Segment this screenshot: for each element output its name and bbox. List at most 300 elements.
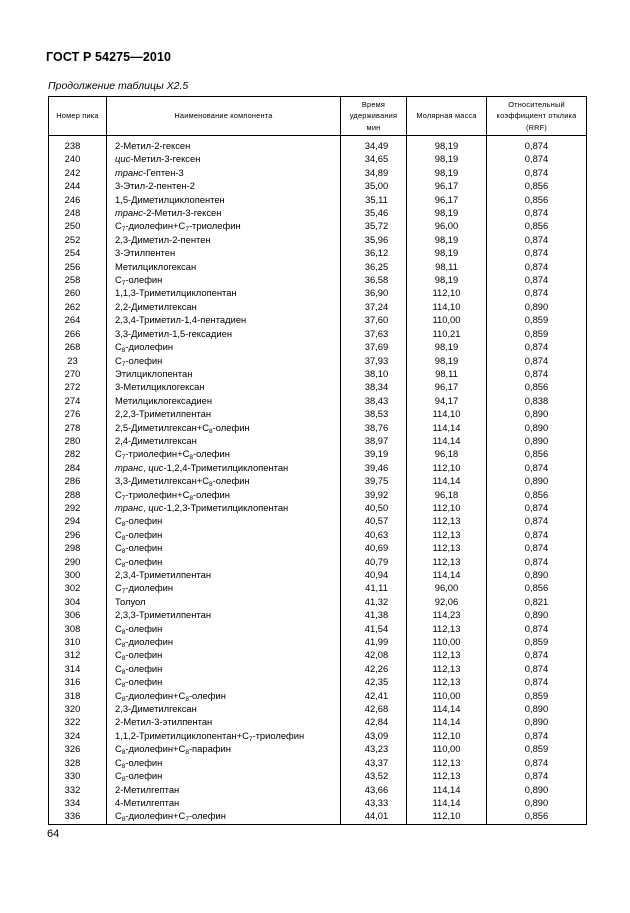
rrf-cell: 0,874 <box>487 501 587 514</box>
molar-mass-cell: 98,19 <box>407 136 487 153</box>
peak-number-cell: 250 <box>49 219 107 232</box>
component-name-cell: $C_8$-олефин <box>107 555 341 568</box>
component-name-cell: $C_7-триолефин+C_8$-олефин <box>107 488 341 501</box>
retention-time-cell: 37,93 <box>341 354 407 367</box>
component-name-cell: Метилциклогексан <box>107 260 341 273</box>
component-name-cell: $C_8$-олефин <box>107 528 341 541</box>
table-row <box>49 528 587 541</box>
retention-time-cell: 43,52 <box>341 769 407 782</box>
peak-number-cell: 308 <box>49 622 107 635</box>
component-name-cell: 2,3-Диметил-2-пентен <box>107 233 341 246</box>
peak-number-cell: 318 <box>49 689 107 702</box>
retention-time-cell: 38,97 <box>341 434 407 447</box>
peak-number-cell: 264 <box>49 313 107 326</box>
retention-time-cell: 43,33 <box>341 796 407 809</box>
component-name-cell: 3-Метилциклогексан <box>107 380 341 393</box>
molar-mass-cell: 92,06 <box>407 595 487 608</box>
molar-mass-cell: 98,19 <box>407 152 487 165</box>
table-row <box>49 796 587 809</box>
peak-number-cell: 242 <box>49 166 107 179</box>
table-row <box>49 421 587 434</box>
molar-mass-cell: 96,18 <box>407 488 487 501</box>
table-row <box>49 581 587 594</box>
retention-time-cell: 40,69 <box>341 541 407 554</box>
table-row <box>49 394 587 407</box>
component-name-cell: $C_8-диолефин+C_8$-парафин <box>107 742 341 755</box>
peak-number-cell: 306 <box>49 608 107 621</box>
rrf-cell: 0,890 <box>487 407 587 420</box>
table-caption: Продолжение таблицы X2.5 <box>48 80 189 92</box>
retention-time-cell: 40,57 <box>341 514 407 527</box>
molar-mass-cell: 112,13 <box>407 514 487 527</box>
molar-mass-cell: 114,14 <box>407 715 487 728</box>
table-row <box>49 286 587 299</box>
molar-mass-cell: 96,00 <box>407 219 487 232</box>
rrf-cell: 0,856 <box>487 488 587 501</box>
molar-mass-cell: 112,13 <box>407 769 487 782</box>
retention-time-cell: 42,35 <box>341 675 407 688</box>
component-name-cell: $C_7-триолефин+C_8$-олефин <box>107 447 341 460</box>
molar-mass-cell: 112,10 <box>407 286 487 299</box>
retention-time-cell: 35,72 <box>341 219 407 232</box>
component-name-cell: $C_8$-олефин <box>107 514 341 527</box>
peak-number-cell: 256 <box>49 260 107 273</box>
peak-number-cell: 330 <box>49 769 107 782</box>
retention-time-cell: 34,49 <box>341 136 407 153</box>
table-row <box>49 434 587 447</box>
molar-mass-cell: 114,14 <box>407 474 487 487</box>
rrf-cell: 0,874 <box>487 541 587 554</box>
component-name-cell: $C_8-диолефин+C_8$-олефин <box>107 689 341 702</box>
peak-number-cell: 324 <box>49 729 107 742</box>
component-name-cell: $C_8$-олефин <box>107 756 341 769</box>
retention-time-cell: 44,01 <box>341 809 407 824</box>
molar-mass-cell: 98,19 <box>407 206 487 219</box>
molar-mass-cell: 114,10 <box>407 300 487 313</box>
retention-time-cell: 37,63 <box>341 327 407 340</box>
rrf-cell: 0,874 <box>487 367 587 380</box>
peak-number-cell: 262 <box>49 300 107 313</box>
molar-mass-cell: 98,19 <box>407 233 487 246</box>
table-row <box>49 206 587 219</box>
retention-time-cell: 35,46 <box>341 206 407 219</box>
molar-mass-cell: 112,13 <box>407 662 487 675</box>
table-row <box>49 514 587 527</box>
molar-mass-cell: 96,17 <box>407 179 487 192</box>
table-row <box>49 461 587 474</box>
table-row <box>49 648 587 661</box>
molar-mass-cell: 98,19 <box>407 340 487 353</box>
table-row <box>49 568 587 581</box>
table-row <box>49 501 587 514</box>
table-row <box>49 702 587 715</box>
molar-mass-cell: 110,00 <box>407 313 487 326</box>
table-row <box>49 447 587 460</box>
rrf-cell: 0,890 <box>487 300 587 313</box>
retention-time-cell: 41,54 <box>341 622 407 635</box>
molar-mass-cell: 96,18 <box>407 447 487 460</box>
table-row <box>49 756 587 769</box>
table-row <box>49 193 587 206</box>
retention-time-cell: 39,75 <box>341 474 407 487</box>
table-row <box>49 635 587 648</box>
rrf-cell: 0,874 <box>487 528 587 541</box>
peak-number-cell: 248 <box>49 206 107 219</box>
component-name-cell: транс-2-Метил-3-гексен <box>107 206 341 219</box>
molar-mass-cell: 112,13 <box>407 675 487 688</box>
rrf-cell: 0,874 <box>487 233 587 246</box>
rrf-cell: 0,874 <box>487 273 587 286</box>
retention-time-cell: 38,34 <box>341 380 407 393</box>
page-number: 64 <box>47 828 60 840</box>
component-name-cell: $C_7$-олефин <box>107 273 341 286</box>
peak-number-cell: 244 <box>49 179 107 192</box>
component-name-cell: $C_8$-олефин <box>107 769 341 782</box>
peak-number-cell: 316 <box>49 675 107 688</box>
rrf-cell: 0,838 <box>487 394 587 407</box>
peak-number-cell: 328 <box>49 756 107 769</box>
component-name-cell: 3,3-Диметил-1,5-гексадиен <box>107 327 341 340</box>
retention-time-cell: 36,25 <box>341 260 407 273</box>
component-name-cell: $C_8$-олефин <box>107 662 341 675</box>
molar-mass-cell: 114,14 <box>407 702 487 715</box>
component-name-cell: 1,1,3-Триметилциклопентан <box>107 286 341 299</box>
component-name-cell: цис-Метил-3-гексен <box>107 152 341 165</box>
table-row <box>49 541 587 554</box>
table-row <box>49 742 587 755</box>
rrf-cell: 0,856 <box>487 380 587 393</box>
peak-number-cell: 312 <box>49 648 107 661</box>
peak-number-cell: 252 <box>49 233 107 246</box>
molar-mass-cell: 114,23 <box>407 608 487 621</box>
component-name-cell: 2-Метилгептан <box>107 783 341 796</box>
molar-mass-cell: 114,14 <box>407 568 487 581</box>
molar-mass-cell: 112,10 <box>407 461 487 474</box>
retention-time-cell: 41,11 <box>341 581 407 594</box>
table-row <box>49 354 587 367</box>
peak-number-cell: 240 <box>49 152 107 165</box>
retention-time-cell: 35,00 <box>341 179 407 192</box>
rrf-cell: 0,874 <box>487 648 587 661</box>
table-row <box>49 662 587 675</box>
rrf-cell: 0,890 <box>487 434 587 447</box>
retention-time-cell: 36,90 <box>341 286 407 299</box>
peak-number-cell: 270 <box>49 367 107 380</box>
molar-mass-cell: 114,14 <box>407 783 487 796</box>
molar-mass-cell: 112,10 <box>407 501 487 514</box>
rrf-cell: 0,874 <box>487 461 587 474</box>
table-row <box>49 608 587 621</box>
component-name-cell: $C_8$-диолефин <box>107 340 341 353</box>
component-name-cell: $C_7$-олефин <box>107 354 341 367</box>
molar-mass-cell: 112,13 <box>407 648 487 661</box>
rrf-cell: 0,859 <box>487 689 587 702</box>
rrf-cell: 0,874 <box>487 729 587 742</box>
molar-mass-cell: 110,00 <box>407 742 487 755</box>
molar-mass-cell: 114,10 <box>407 407 487 420</box>
component-name-cell: 2,3,4-Триметил-1,4-пентадиен <box>107 313 341 326</box>
molar-mass-cell: 114,14 <box>407 434 487 447</box>
component-name-cell: 2,2,3-Триметилпентан <box>107 407 341 420</box>
rrf-cell: 0,874 <box>487 354 587 367</box>
rrf-cell: 0,874 <box>487 675 587 688</box>
retention-time-cell: 35,96 <box>341 233 407 246</box>
table-header-row <box>49 97 587 136</box>
table-row <box>49 689 587 702</box>
table-row <box>49 219 587 232</box>
component-name-cell: $C_8$-диолефин <box>107 635 341 648</box>
molar-mass-cell: 98,19 <box>407 354 487 367</box>
rrf-cell: 0,874 <box>487 166 587 179</box>
component-name-cell: $C_8$-олефин <box>107 541 341 554</box>
component-name-cell: Толуол <box>107 595 341 608</box>
peak-number-cell: 266 <box>49 327 107 340</box>
peak-number-cell: 298 <box>49 541 107 554</box>
rrf-cell: 0,874 <box>487 769 587 782</box>
peak-number-cell: 292 <box>49 501 107 514</box>
peak-number-cell: 276 <box>49 407 107 420</box>
component-name-cell: 4-Метилгептан <box>107 796 341 809</box>
rrf-cell: 0,874 <box>487 555 587 568</box>
molar-mass-cell: 96,00 <box>407 581 487 594</box>
table-row <box>49 622 587 635</box>
table-row <box>49 273 587 286</box>
molar-mass-cell: 94,17 <box>407 394 487 407</box>
retention-time-cell: 38,43 <box>341 394 407 407</box>
table-row <box>49 380 587 393</box>
molar-mass-cell: 112,13 <box>407 541 487 554</box>
molar-mass-cell: 112,13 <box>407 756 487 769</box>
molar-mass-cell: 112,10 <box>407 729 487 742</box>
table-row <box>49 769 587 782</box>
molar-mass-cell: 98,11 <box>407 367 487 380</box>
peak-number-cell: 282 <box>49 447 107 460</box>
retention-time-cell: 37,60 <box>341 313 407 326</box>
retention-time-cell: 40,79 <box>341 555 407 568</box>
header-rrf: Относительный коэффициент отклика (RRF) <box>487 97 587 136</box>
molar-mass-cell: 110,21 <box>407 327 487 340</box>
rrf-cell: 0,874 <box>487 246 587 259</box>
retention-time-cell: 42,84 <box>341 715 407 728</box>
table-row <box>49 327 587 340</box>
molar-mass-cell: 112,10 <box>407 809 487 824</box>
molar-mass-cell: 98,19 <box>407 246 487 259</box>
component-name-cell: $1,1,2-Триметилциклопентан+C_7$-триолефин <box>107 729 341 742</box>
table-row <box>49 166 587 179</box>
rrf-cell: 0,874 <box>487 662 587 675</box>
rrf-cell: 0,856 <box>487 809 587 824</box>
peak-number-cell: 260 <box>49 286 107 299</box>
table-row <box>49 136 587 153</box>
table-row <box>49 233 587 246</box>
rrf-cell: 0,874 <box>487 260 587 273</box>
component-name-cell: Метилциклогексадиен <box>107 394 341 407</box>
rrf-cell: 0,890 <box>487 608 587 621</box>
table-row <box>49 179 587 192</box>
retention-time-cell: 34,65 <box>341 152 407 165</box>
peak-number-cell: 272 <box>49 380 107 393</box>
peak-number-cell: 322 <box>49 715 107 728</box>
molar-mass-cell: 98,19 <box>407 166 487 179</box>
rrf-cell: 0,856 <box>487 219 587 232</box>
component-name-cell: $C_8$-олефин <box>107 622 341 635</box>
rrf-cell: 0,874 <box>487 286 587 299</box>
component-name-cell: $C_8$-олефин <box>107 648 341 661</box>
rrf-cell: 0,856 <box>487 193 587 206</box>
component-name-cell: 2,3,3-Триметилпентан <box>107 608 341 621</box>
peak-number-cell: 286 <box>49 474 107 487</box>
table-row <box>49 474 587 487</box>
rrf-cell: 0,890 <box>487 715 587 728</box>
component-name-cell: $C_7-диолефин+C_7$-триолефин <box>107 219 341 232</box>
component-name-cell: $2,5-Диметилгексан+C_8$-олефин <box>107 421 341 434</box>
component-name-cell: 2,3,4-Триметилпентан <box>107 568 341 581</box>
molar-mass-cell: 114,14 <box>407 421 487 434</box>
component-name-cell: 2-Метил-2-гексен <box>107 136 341 153</box>
rrf-cell: 0,890 <box>487 568 587 581</box>
component-name-cell: транс, цис-1,2,4-Триметилциклопентан <box>107 461 341 474</box>
components-table <box>48 96 587 825</box>
rrf-cell: 0,874 <box>487 622 587 635</box>
retention-time-cell: 40,94 <box>341 568 407 581</box>
retention-time-cell: 39,46 <box>341 461 407 474</box>
rrf-cell: 0,856 <box>487 581 587 594</box>
table-row <box>49 367 587 380</box>
component-name-cell: Этилциклопентан <box>107 367 341 380</box>
peak-number-cell: 314 <box>49 662 107 675</box>
rrf-cell: 0,890 <box>487 702 587 715</box>
peak-number-cell: 288 <box>49 488 107 501</box>
peak-number-cell: 274 <box>49 394 107 407</box>
table-row <box>49 715 587 728</box>
molar-mass-cell: 112,13 <box>407 555 487 568</box>
header-retention-time: Время удерживания мин <box>341 97 407 136</box>
retention-time-cell: 41,99 <box>341 635 407 648</box>
retention-time-cell: 40,50 <box>341 501 407 514</box>
rrf-cell: 0,859 <box>487 742 587 755</box>
rrf-cell: 0,874 <box>487 514 587 527</box>
peak-number-cell: 284 <box>49 461 107 474</box>
retention-time-cell: 42,41 <box>341 689 407 702</box>
table-body <box>49 136 587 825</box>
retention-time-cell: 41,38 <box>341 608 407 621</box>
component-name-cell: транс-Гептен-3 <box>107 166 341 179</box>
peak-number-cell: 254 <box>49 246 107 259</box>
molar-mass-cell: 114,14 <box>407 796 487 809</box>
retention-time-cell: 43,09 <box>341 729 407 742</box>
molar-mass-cell: 98,19 <box>407 273 487 286</box>
peak-number-cell: 238 <box>49 136 107 153</box>
molar-mass-cell: 98,11 <box>407 260 487 273</box>
rrf-cell: 0,856 <box>487 179 587 192</box>
rrf-cell: 0,890 <box>487 796 587 809</box>
component-name-cell: $C_7$-диолефин <box>107 581 341 594</box>
retention-time-cell: 37,69 <box>341 340 407 353</box>
rrf-cell: 0,856 <box>487 447 587 460</box>
table-row <box>49 809 587 824</box>
rrf-cell: 0,859 <box>487 313 587 326</box>
retention-time-cell: 34,89 <box>341 166 407 179</box>
retention-time-cell: 42,26 <box>341 662 407 675</box>
component-name-cell: $3,3-Диметилгексан+C_8$-олефин <box>107 474 341 487</box>
component-name-cell: 2-Метил-3-этилпентан <box>107 715 341 728</box>
table-row <box>49 783 587 796</box>
table-row <box>49 488 587 501</box>
molar-mass-cell: 96,17 <box>407 193 487 206</box>
header-molar-mass: Молярная масса <box>407 97 487 136</box>
rrf-cell: 0,874 <box>487 206 587 219</box>
peak-number-cell: 332 <box>49 783 107 796</box>
rrf-cell: 0,859 <box>487 635 587 648</box>
rrf-cell: 0,874 <box>487 756 587 769</box>
document-code: ГОСТ Р 54275—2010 <box>46 50 172 64</box>
component-name-cell: $C_8$-олефин <box>107 675 341 688</box>
retention-time-cell: 39,19 <box>341 447 407 460</box>
molar-mass-cell: 110,00 <box>407 689 487 702</box>
molar-mass-cell: 112,13 <box>407 528 487 541</box>
table-row <box>49 595 587 608</box>
rrf-cell: 0,890 <box>487 783 587 796</box>
retention-time-cell: 41,32 <box>341 595 407 608</box>
component-name-cell: транс, цис-1,2,3-Триметилциклопентан <box>107 501 341 514</box>
peak-number-cell: 310 <box>49 635 107 648</box>
retention-time-cell: 37,24 <box>341 300 407 313</box>
peak-number-cell: 294 <box>49 514 107 527</box>
component-name-cell: 3-Этил-2-пентен-2 <box>107 179 341 192</box>
rrf-cell: 0,874 <box>487 152 587 165</box>
retention-time-cell: 38,76 <box>341 421 407 434</box>
component-name-cell: $C_8-диолефин+C_7$-олефин <box>107 809 341 824</box>
table-row <box>49 407 587 420</box>
rrf-cell: 0,890 <box>487 421 587 434</box>
peak-number-cell: 326 <box>49 742 107 755</box>
retention-time-cell: 39,92 <box>341 488 407 501</box>
component-name-cell: 2,3-Диметилгексан <box>107 702 341 715</box>
peak-number-cell: 336 <box>49 809 107 824</box>
table-row <box>49 555 587 568</box>
rrf-cell: 0,890 <box>487 474 587 487</box>
retention-time-cell: 43,37 <box>341 756 407 769</box>
retention-time-cell: 43,66 <box>341 783 407 796</box>
rrf-cell: 0,859 <box>487 327 587 340</box>
table-row <box>49 729 587 742</box>
molar-mass-cell: 112,13 <box>407 622 487 635</box>
table-row <box>49 313 587 326</box>
peak-number-cell: 278 <box>49 421 107 434</box>
retention-time-cell: 38,10 <box>341 367 407 380</box>
component-name-cell: 2,2-Диметилгексан <box>107 300 341 313</box>
component-name-cell: 2,4-Диметилгексан <box>107 434 341 447</box>
peak-number-cell: 300 <box>49 568 107 581</box>
peak-number-cell: 334 <box>49 796 107 809</box>
retention-time-cell: 36,12 <box>341 246 407 259</box>
peak-number-cell: 23 <box>49 354 107 367</box>
retention-time-cell: 36,58 <box>341 273 407 286</box>
molar-mass-cell: 96,17 <box>407 380 487 393</box>
rrf-cell: 0,874 <box>487 136 587 153</box>
rrf-cell: 0,821 <box>487 595 587 608</box>
retention-time-cell: 43,23 <box>341 742 407 755</box>
peak-number-cell: 258 <box>49 273 107 286</box>
component-name-cell: 1,5-Диметилциклопентен <box>107 193 341 206</box>
molar-mass-cell: 110,00 <box>407 635 487 648</box>
peak-number-cell: 290 <box>49 555 107 568</box>
peak-number-cell: 304 <box>49 595 107 608</box>
peak-number-cell: 280 <box>49 434 107 447</box>
header-component-name: Наименование компонента <box>107 97 341 136</box>
retention-time-cell: 38,53 <box>341 407 407 420</box>
peak-number-cell: 268 <box>49 340 107 353</box>
